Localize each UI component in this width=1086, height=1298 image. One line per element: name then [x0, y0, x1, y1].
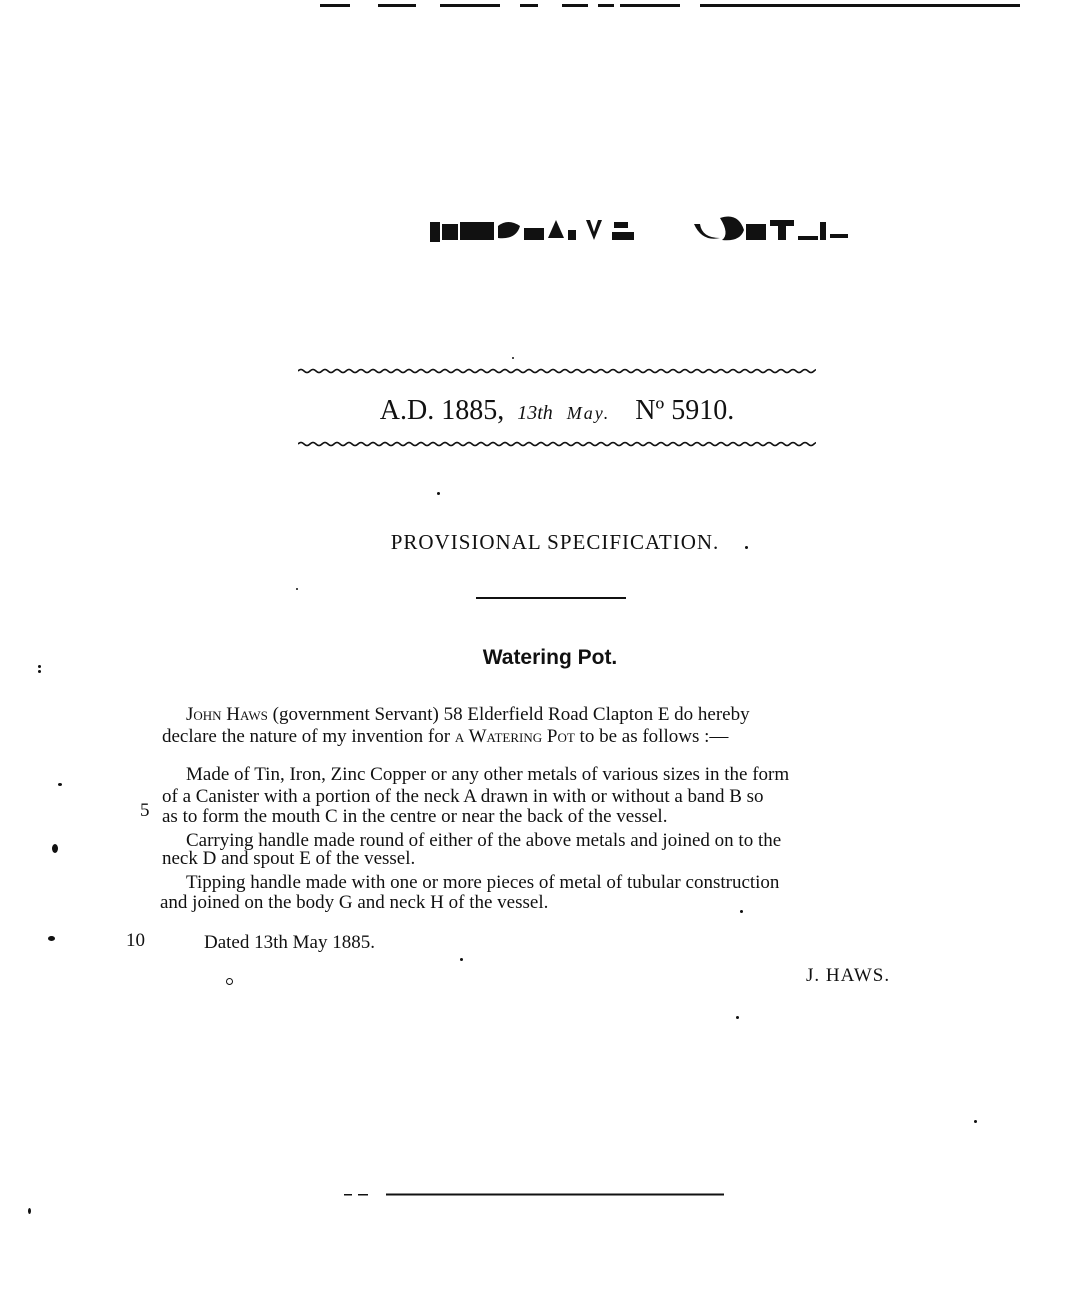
month: May. [566, 403, 611, 423]
dated-line: Dated 13th May 1885. [204, 932, 375, 953]
short-rule [476, 597, 626, 599]
body-line: John Haws (government Servant) 58 Elderfield Road Clapton E do hereby [186, 704, 750, 725]
invention-title: Watering Pot. [482, 646, 618, 669]
body-line: and joined on the body G and neck H of the vessel. [160, 892, 549, 913]
bottom-rule [344, 1184, 724, 1188]
scan-speck [974, 1120, 977, 1123]
signature: J. HAWS. [806, 965, 891, 986]
body-line: declare the nature of my invention for a Watering Pot to be as follows :— [162, 726, 729, 747]
scan-speck [52, 844, 58, 853]
scan-speck [38, 665, 41, 668]
scan-speck [296, 588, 298, 590]
scan-speck [740, 910, 743, 913]
wavy-rule-top [298, 367, 816, 379]
scan-speck [745, 546, 748, 549]
scan-top-edge [300, 0, 1040, 12]
line-number-5: 5 [140, 800, 150, 821]
body-line: Tipping handle made with one or more pieces of metal of tubular construction [186, 872, 780, 893]
line-number-10: 10 [126, 930, 145, 951]
body-line: of a Canister with a portion of the neck A drawn in with or without a band B so [162, 786, 764, 807]
day: 13th [517, 402, 553, 424]
body-line: Made of Tin, Iron, Zinc Copper or any other metals of various sizes in the form [186, 764, 790, 785]
scan-speck [437, 492, 440, 495]
scan-speck [38, 670, 41, 673]
smudged-heading-ink [428, 208, 852, 248]
scan-speck [28, 1208, 31, 1214]
year: A.D. 1885, [379, 395, 505, 426]
scan-speck [460, 958, 463, 961]
scan-speck [226, 978, 233, 985]
body-line: neck D and spout E of the vessel. [162, 848, 416, 869]
scan-speck [48, 936, 55, 941]
patent-date-number [298, 395, 816, 427]
body-line: as to form the mouth C in the centre or near the back of the vessel. [162, 806, 668, 827]
body-line: Carrying handle made round of either of the above metals and joined on to the [186, 830, 782, 851]
wavy-rule-bottom [298, 440, 816, 452]
scan-speck [736, 1016, 739, 1019]
provisional-specification-heading: PROVISIONAL SPECIFICATION. [390, 530, 720, 554]
scan-speck [58, 783, 62, 786]
patent-number: Nº 5910. [635, 395, 735, 426]
inventor-name: John Haws [186, 704, 268, 725]
scan-speck [512, 357, 514, 359]
